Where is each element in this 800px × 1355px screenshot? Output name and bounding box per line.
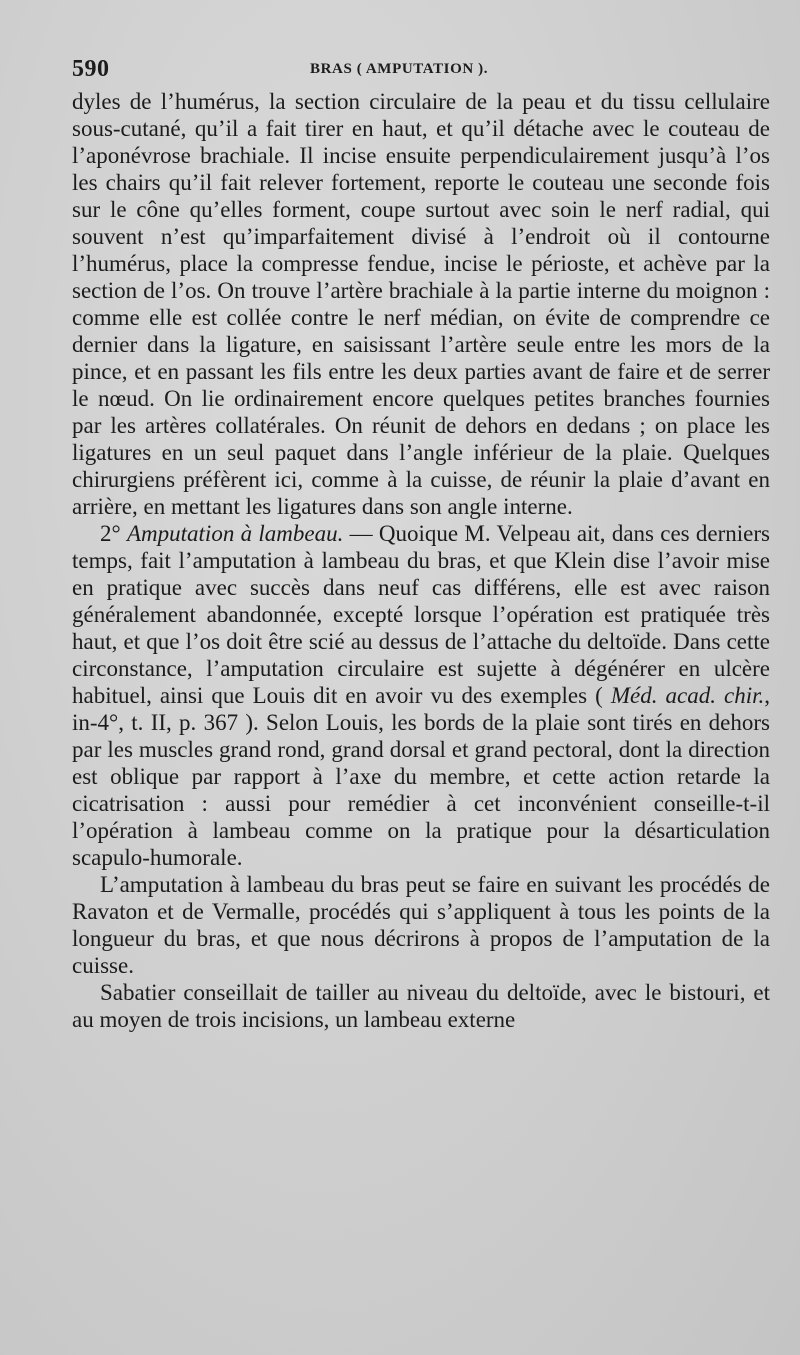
page-header [72,52,770,88]
paragraph [72,871,770,979]
text-run: 2° [100,521,127,546]
paragraph [72,520,770,871]
italic-text: Méd. acad. chir. [610,683,765,708]
text-run: Sabatier conseillait de tailler au niveau du deltoïde, avec le bistouri, et au moyen de trois incisions, un lambeau externe [72,980,770,1032]
italic-text: Amputation à lambeau. [126,521,344,546]
body-text [72,88,770,1033]
text-run: — Quoique M. Velpeau ait, dans ces derniers temps, fait l’amputation à lambeau du bras, et que Klein dise l’avoir mise en pratique avec succès dans neuf cas différens, elle est avec raison généralement abandonnée, excepté lorsque l’opération est pratiquée très haut, et que l’os doit être scié au dessus de l’attache du deltoïde. Dans cette circonstance, l’amputation circulaire est sujette à dégénérer en ulcère habituel, ainsi que Louis dit en avoir vu des exemples ( [72,521,770,708]
paragraph [72,979,770,1033]
text-run: dyles de l’humérus, la section circulaire de la peau et du tissu cellulaire sous-cutané, qu’il a fait tirer en haut, et qu’il détache avec le couteau de l’aponévrose brachiale. Il incise ensuite perpendiculairement jusqu’à l’os les chairs qu’il fait relever fortement, reporte le couteau une seconde fois sur le cône qu’elles forment, coupe surtout avec soin le nerf radial, qui souvent n’est qu’imparfaitement divisé à l’endroit où il contourne l’humérus, place la compresse fendue, incise le périoste, et achève par la section de l’os. On trouve l’artère brachiale à la partie interne du moignon : comme elle est collée contre le nerf médian, on évite de comprendre ce dernier dans la ligature, en saisissant l’artère seule entre les mors de la pince, et en passant les fils entre les deux parties avant de faire et de serrer le nœud. On lie ordinairement encore quelques petites branches fournies par les artères collatérales. On réunit de dehors en dedans ; on place les ligatures en un seul paquet dans l’angle inférieur de la plaie. Quelques chirurgiens préfèrent ici, comme à la cuisse, de réunir la plaie d’avant en arrière, en mettant les ligatures dans son angle interne. [72,89,770,519]
text-run: L’amputation à lambeau du bras peut se faire en suivant les procédés de Ravaton et de Vermalle, procédés qui s’appliquent à tous les points de la longueur du bras, et que nous décrirons à propos de l’amputation de la cuisse. [72,872,770,978]
paragraph [72,88,770,520]
running-head: BRAS ( AMPUTATION ). [310,61,489,77]
document-page [72,52,770,1033]
page-number: 590 [72,56,110,82]
text-run: , in-4°, t. II, p. 367 ). Selon Louis, les bords de la plaie sont tirés en dehors par les muscles grand rond, grand dorsal et grand pectoral, dont la direction est oblique par rapport à l’axe du membre, et cette action retarde la cicatrisation : aussi pour remédier à cet inconvénient conseille-t-il l’opération à lambeau comme on la pratique pour la désarticulation scapulo-humorale. [72,683,771,870]
